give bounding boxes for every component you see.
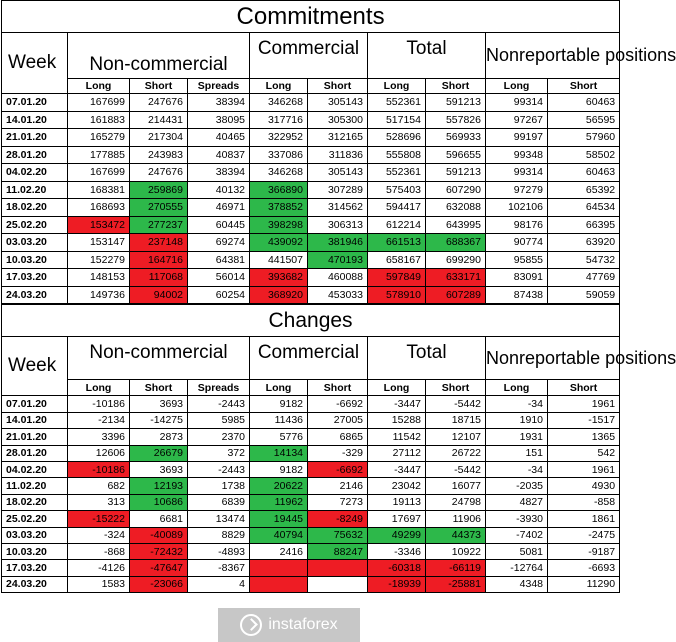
value-cell: 12606	[68, 445, 130, 461]
value-cell: 578910	[368, 286, 426, 304]
commercial-header: Commercial	[250, 33, 368, 79]
nonreportable-header: Nonreportable positions	[486, 337, 620, 380]
week-cell: 11.02.20	[2, 478, 68, 494]
value-cell: 47769	[548, 269, 620, 287]
value-cell: 95855	[486, 251, 548, 269]
value-cell: 9182	[250, 461, 308, 477]
value-cell: 305143	[308, 164, 368, 182]
value-cell: 3693	[130, 396, 188, 412]
value-cell: 277237	[130, 216, 188, 234]
value-cell: 24798	[426, 494, 486, 510]
watermark	[218, 608, 360, 642]
value-cell: 2370	[188, 429, 250, 445]
value-cell: -8367	[188, 560, 250, 576]
value-cell: 470193	[308, 251, 368, 269]
value-cell: 311836	[308, 146, 368, 164]
value-cell: 661513	[368, 234, 426, 252]
value-cell: 5776	[250, 429, 308, 445]
week-cell: 03.03.20	[2, 527, 68, 543]
value-cell: 4930	[548, 478, 620, 494]
value-cell: 378852	[250, 199, 308, 217]
subheader-5: Long	[368, 79, 426, 94]
table-row	[2, 129, 620, 147]
value-cell: 56014	[188, 269, 250, 287]
value-cell: 1365	[548, 429, 620, 445]
value-cell: 64381	[188, 251, 250, 269]
value-cell: 633171	[426, 269, 486, 287]
value-cell: 54732	[548, 251, 620, 269]
value-cell: 312165	[308, 129, 368, 147]
subheader-4: Short	[308, 380, 368, 396]
value-cell: -6692	[308, 461, 368, 477]
value-cell: 98176	[486, 216, 548, 234]
subheader-7: Long	[486, 380, 548, 396]
value-cell: 151	[486, 445, 548, 461]
value-cell: 40794	[250, 527, 308, 543]
value-cell: 153472	[68, 216, 130, 234]
instaforex-logo-icon	[240, 614, 262, 636]
table-row	[2, 199, 620, 217]
value-cell: -14275	[130, 412, 188, 428]
value-cell: 99197	[486, 129, 548, 147]
week-cell: 10.03.20	[2, 543, 68, 559]
table-row	[2, 412, 620, 428]
value-cell: 11962	[250, 494, 308, 510]
value-cell: 14134	[250, 445, 308, 461]
week-header: Week	[2, 337, 68, 396]
table-row	[2, 511, 620, 527]
value-cell: 149736	[68, 286, 130, 304]
value-cell: 38394	[188, 94, 250, 112]
table-row	[2, 111, 620, 129]
value-cell: 56595	[548, 111, 620, 129]
value-cell: -2443	[188, 461, 250, 477]
week-cell: 17.03.20	[2, 560, 68, 576]
table-row	[2, 543, 620, 559]
value-cell: 699290	[426, 251, 486, 269]
table-row	[2, 216, 620, 234]
value-cell: 167699	[68, 94, 130, 112]
value-cell: 102106	[486, 199, 548, 217]
value-cell: 381946	[308, 234, 368, 252]
value-cell: 8829	[188, 527, 250, 543]
value-cell: 20622	[250, 478, 308, 494]
subheader-8: Short	[548, 380, 620, 396]
value-cell: 11906	[426, 511, 486, 527]
value-cell: -10186	[68, 396, 130, 412]
value-cell: 1861	[548, 511, 620, 527]
week-header: Week	[2, 33, 68, 94]
week-cell: 21.01.20	[2, 429, 68, 445]
week-cell: 17.03.20	[2, 269, 68, 287]
table-row	[2, 445, 620, 461]
value-cell: -6693	[548, 560, 620, 576]
value-cell: 217304	[130, 129, 188, 147]
value-cell: 317716	[250, 111, 308, 129]
value-cell: 38394	[188, 164, 250, 182]
value-cell: 152279	[68, 251, 130, 269]
value-cell: 40837	[188, 146, 250, 164]
value-cell: -34	[486, 396, 548, 412]
week-cell: 11.02.20	[2, 181, 68, 199]
value-cell: 575403	[368, 181, 426, 199]
value-cell: 1931	[486, 429, 548, 445]
watermark-text: instaforex	[268, 616, 338, 633]
week-cell: 18.02.20	[2, 199, 68, 217]
table-row	[2, 164, 620, 182]
value-cell: 19113	[368, 494, 426, 510]
week-cell: 04.02.20	[2, 461, 68, 477]
value-cell: -4893	[188, 543, 250, 559]
value-cell: 542	[548, 445, 620, 461]
value-cell: 88247	[308, 543, 368, 559]
subheader-2: Spreads	[188, 380, 250, 396]
value-cell: 49299	[368, 527, 426, 543]
week-cell: 28.01.20	[2, 146, 68, 164]
value-cell: 11542	[368, 429, 426, 445]
value-cell: -47647	[130, 560, 188, 576]
subheader-4: Short	[308, 79, 368, 94]
value-cell: 643995	[426, 216, 486, 234]
value-cell: 247676	[130, 94, 188, 112]
value-cell: 165279	[68, 129, 130, 147]
value-cell: 552361	[368, 94, 426, 112]
value-cell: 3693	[130, 461, 188, 477]
value-cell: 682	[68, 478, 130, 494]
value-cell: -1517	[548, 412, 620, 428]
value-cell: 1738	[188, 478, 250, 494]
value-cell: 6865	[308, 429, 368, 445]
value-cell: 97267	[486, 111, 548, 129]
value-cell: 1961	[548, 396, 620, 412]
value-cell: 307289	[308, 181, 368, 199]
subheader-6: Short	[426, 380, 486, 396]
value-cell: -858	[548, 494, 620, 510]
table-row	[2, 181, 620, 199]
value-cell: -6692	[308, 396, 368, 412]
value-cell: 60445	[188, 216, 250, 234]
value-cell: -3447	[368, 396, 426, 412]
value-cell: 6839	[188, 494, 250, 510]
value-cell: 372	[188, 445, 250, 461]
value-cell: 66395	[548, 216, 620, 234]
table-row	[2, 234, 620, 252]
subheader-0: Long	[68, 79, 130, 94]
value-cell: 59059	[548, 286, 620, 304]
value-cell: 214431	[130, 111, 188, 129]
value-cell	[250, 560, 308, 576]
value-cell: 393682	[250, 269, 308, 287]
value-cell: 26722	[426, 445, 486, 461]
value-cell: 90774	[486, 234, 548, 252]
table-row	[2, 396, 620, 412]
value-cell: 18715	[426, 412, 486, 428]
value-cell: 5985	[188, 412, 250, 428]
subheader-3: Long	[250, 380, 308, 396]
table-row	[2, 269, 620, 287]
value-cell: 83091	[486, 269, 548, 287]
value-cell: 658167	[368, 251, 426, 269]
table-row	[2, 94, 620, 112]
value-cell: 38095	[188, 111, 250, 129]
subheader-5: Long	[368, 380, 426, 396]
value-cell: 5081	[486, 543, 548, 559]
value-cell: 1583	[68, 576, 130, 592]
value-cell: 13474	[188, 511, 250, 527]
week-cell: 10.03.20	[2, 251, 68, 269]
value-cell: -5442	[426, 461, 486, 477]
value-cell: 57960	[548, 129, 620, 147]
value-cell: 3396	[68, 429, 130, 445]
subheader-6: Short	[426, 79, 486, 94]
value-cell: -72432	[130, 543, 188, 559]
value-cell	[308, 576, 368, 592]
value-cell: 65392	[548, 181, 620, 199]
noncommercial-header: Non-commercial	[68, 33, 250, 79]
value-cell: 688367	[426, 234, 486, 252]
value-cell: 40465	[188, 129, 250, 147]
value-cell: 23042	[368, 478, 426, 494]
value-cell: 596655	[426, 146, 486, 164]
week-cell: 28.01.20	[2, 445, 68, 461]
value-cell: 305143	[308, 94, 368, 112]
table-row	[2, 527, 620, 543]
value-cell: 153147	[68, 234, 130, 252]
value-cell: 64534	[548, 199, 620, 217]
value-cell: -868	[68, 543, 130, 559]
value-cell: -3346	[368, 543, 426, 559]
total-header: Total	[368, 337, 486, 380]
changes-table	[1, 304, 676, 593]
subheader-8: Short	[548, 79, 620, 94]
week-cell: 07.01.20	[2, 396, 68, 412]
value-cell: 9182	[250, 396, 308, 412]
week-cell: 07.01.20	[2, 94, 68, 112]
subheader-1: Short	[130, 380, 188, 396]
table-row	[2, 286, 620, 304]
value-cell: 313	[68, 494, 130, 510]
commitments-title: Commitments	[2, 1, 620, 33]
subheader-3: Long	[250, 79, 308, 94]
value-cell: 167699	[68, 164, 130, 182]
value-cell: 305300	[308, 111, 368, 129]
subheader-0: Long	[68, 380, 130, 396]
value-cell: 259869	[130, 181, 188, 199]
value-cell: 99314	[486, 94, 548, 112]
value-cell: 11290	[548, 576, 620, 592]
value-cell: -60318	[368, 560, 426, 576]
value-cell: 27005	[308, 412, 368, 428]
table-row	[2, 251, 620, 269]
value-cell: -15222	[68, 511, 130, 527]
value-cell: 607289	[426, 286, 486, 304]
value-cell: 97279	[486, 181, 548, 199]
value-cell: 60463	[548, 94, 620, 112]
week-cell: 25.02.20	[2, 216, 68, 234]
value-cell: -34	[486, 461, 548, 477]
week-cell: 14.01.20	[2, 111, 68, 129]
value-cell: 597849	[368, 269, 426, 287]
value-cell: 16077	[426, 478, 486, 494]
week-cell: 24.03.20	[2, 286, 68, 304]
value-cell: 270555	[130, 199, 188, 217]
value-cell: 441507	[250, 251, 308, 269]
value-cell: 552361	[368, 164, 426, 182]
value-cell: 94002	[130, 286, 188, 304]
value-cell: -8249	[308, 511, 368, 527]
value-cell: 6681	[130, 511, 188, 527]
value-cell: 368920	[250, 286, 308, 304]
value-cell: 346268	[250, 94, 308, 112]
value-cell: 161883	[68, 111, 130, 129]
value-cell: 19445	[250, 511, 308, 527]
value-cell: -2475	[548, 527, 620, 543]
value-cell: 1910	[486, 412, 548, 428]
value-cell: -2035	[486, 478, 548, 494]
commercial-header: Commercial	[250, 337, 368, 380]
value-cell: 517154	[368, 111, 426, 129]
value-cell: 346268	[250, 164, 308, 182]
value-cell: 398298	[250, 216, 308, 234]
value-cell: 12193	[130, 478, 188, 494]
table-row	[2, 429, 620, 445]
value-cell: 557826	[426, 111, 486, 129]
value-cell: 314562	[308, 199, 368, 217]
value-cell: 306313	[308, 216, 368, 234]
value-cell: -324	[68, 527, 130, 543]
value-cell: -10186	[68, 461, 130, 477]
value-cell: -2443	[188, 396, 250, 412]
value-cell: -3447	[368, 461, 426, 477]
value-cell: 453033	[308, 286, 368, 304]
value-cell: 26679	[130, 445, 188, 461]
value-cell: -23066	[130, 576, 188, 592]
value-cell: -25881	[426, 576, 486, 592]
subheader-7: Long	[486, 79, 548, 94]
value-cell: 337086	[250, 146, 308, 164]
value-cell: 99314	[486, 164, 548, 182]
value-cell: 2873	[130, 429, 188, 445]
value-cell: 60463	[548, 164, 620, 182]
table-row	[2, 494, 620, 510]
value-cell: -18939	[368, 576, 426, 592]
value-cell: 528696	[368, 129, 426, 147]
value-cell: -4126	[68, 560, 130, 576]
noncommercial-header: Non-commercial	[68, 337, 250, 380]
value-cell: 1961	[548, 461, 620, 477]
value-cell: 4827	[486, 494, 548, 510]
value-cell: 591213	[426, 164, 486, 182]
value-cell: -12764	[486, 560, 548, 576]
value-cell: 87438	[486, 286, 548, 304]
value-cell: 11436	[250, 412, 308, 428]
table-row	[2, 560, 620, 576]
value-cell: 237148	[130, 234, 188, 252]
value-cell: 607290	[426, 181, 486, 199]
week-cell: 14.01.20	[2, 412, 68, 428]
table-row	[2, 478, 620, 494]
week-cell: 25.02.20	[2, 511, 68, 527]
value-cell: 366890	[250, 181, 308, 199]
value-cell: 148153	[68, 269, 130, 287]
value-cell: 168693	[68, 199, 130, 217]
value-cell: 99348	[486, 146, 548, 164]
value-cell: 117068	[130, 269, 188, 287]
value-cell: 7273	[308, 494, 368, 510]
week-cell: 03.03.20	[2, 234, 68, 252]
week-cell: 21.01.20	[2, 129, 68, 147]
value-cell: 460088	[308, 269, 368, 287]
value-cell: 58502	[548, 146, 620, 164]
value-cell: -66119	[426, 560, 486, 576]
value-cell: 591213	[426, 94, 486, 112]
value-cell: 594417	[368, 199, 426, 217]
value-cell: 322952	[250, 129, 308, 147]
value-cell: 177885	[68, 146, 130, 164]
value-cell: 164716	[130, 251, 188, 269]
value-cell	[250, 576, 308, 592]
commitments-table	[1, 0, 676, 304]
week-cell: 18.02.20	[2, 494, 68, 510]
total-header: Total	[368, 33, 486, 79]
value-cell: 63920	[548, 234, 620, 252]
value-cell: 168381	[68, 181, 130, 199]
value-cell: 75632	[308, 527, 368, 543]
value-cell: -9187	[548, 543, 620, 559]
value-cell: -2134	[68, 412, 130, 428]
subheader-1: Short	[130, 79, 188, 94]
value-cell: 10686	[130, 494, 188, 510]
value-cell: -3930	[486, 511, 548, 527]
value-cell: 2146	[308, 478, 368, 494]
table-row	[2, 576, 620, 592]
value-cell: 44373	[426, 527, 486, 543]
value-cell	[308, 560, 368, 576]
week-cell: 24.03.20	[2, 576, 68, 592]
value-cell: 4	[188, 576, 250, 592]
value-cell: -329	[308, 445, 368, 461]
week-cell: 04.02.20	[2, 164, 68, 182]
value-cell: 555808	[368, 146, 426, 164]
value-cell: 17697	[368, 511, 426, 527]
changes-title: Changes	[2, 305, 620, 337]
value-cell: 15288	[368, 412, 426, 428]
value-cell: 10922	[426, 543, 486, 559]
nonreportable-header: Nonreportable positions	[486, 33, 620, 79]
subheader-2: Spreads	[188, 79, 250, 94]
value-cell: 243983	[130, 146, 188, 164]
value-cell: 46971	[188, 199, 250, 217]
value-cell: 27112	[368, 445, 426, 461]
table-row	[2, 146, 620, 164]
value-cell: 69274	[188, 234, 250, 252]
value-cell: 40132	[188, 181, 250, 199]
value-cell: 60254	[188, 286, 250, 304]
value-cell: 247676	[130, 164, 188, 182]
value-cell: 4348	[486, 576, 548, 592]
value-cell: 569933	[426, 129, 486, 147]
value-cell: -5442	[426, 396, 486, 412]
value-cell: 2416	[250, 543, 308, 559]
value-cell: -40089	[130, 527, 188, 543]
value-cell: 12107	[426, 429, 486, 445]
value-cell: 632088	[426, 199, 486, 217]
value-cell: -7402	[486, 527, 548, 543]
value-cell: 439092	[250, 234, 308, 252]
value-cell: 612214	[368, 216, 426, 234]
table-row	[2, 461, 620, 477]
